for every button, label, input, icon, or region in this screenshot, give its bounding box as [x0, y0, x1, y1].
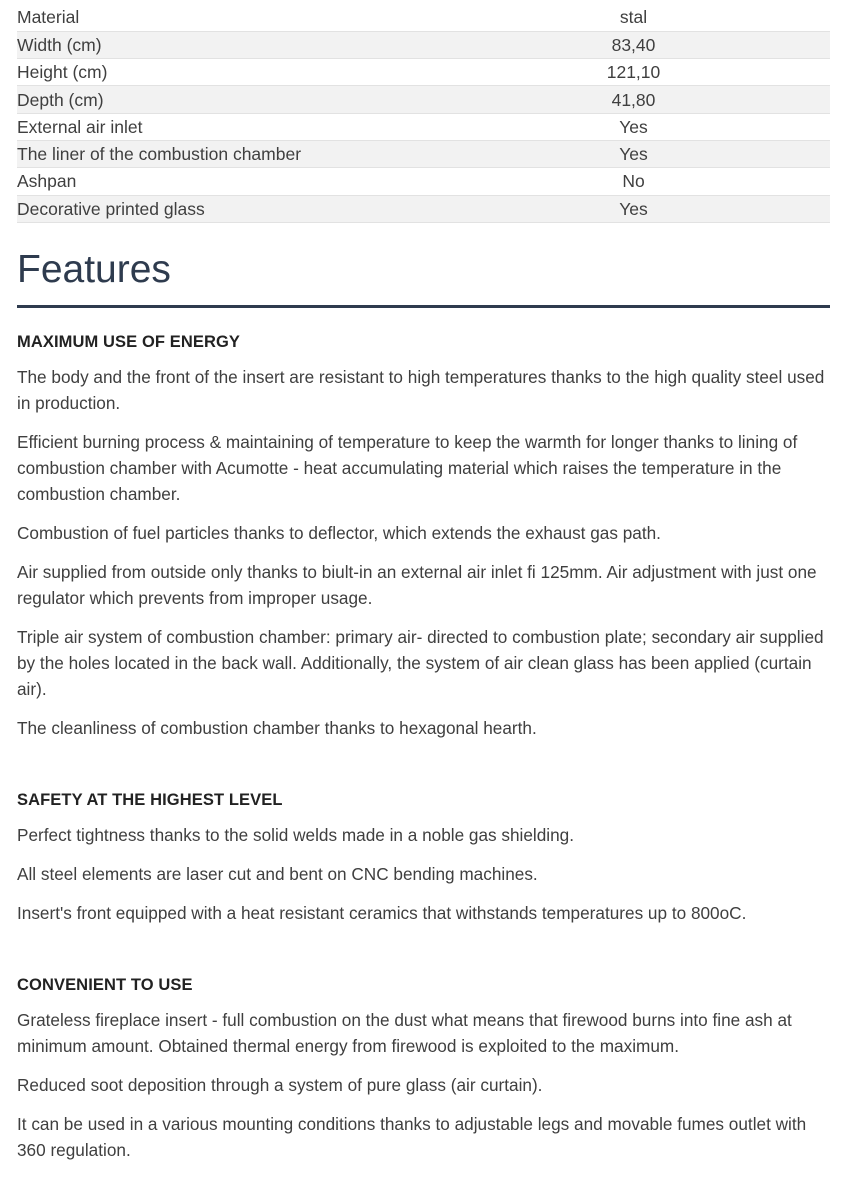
spec-value: 41,80	[437, 86, 830, 113]
table-row	[17, 31, 830, 58]
feature-paragraph: Insert's front equipped with a heat resistant ceramics that withstands temperatures up to 800oC.	[17, 902, 747, 923]
spec-name: Height (cm)	[17, 59, 437, 86]
table-row	[17, 59, 830, 86]
spec-value: 83,40	[437, 31, 830, 58]
feature-paragraph: Triple air system of combustion chamber: primary air- directed to combustion plate; secondary air supplied by the holes located in the back wall. Additionally, the system of air clean glass has been applied (curtain air).	[17, 626, 824, 699]
feature-paragraph: The body and the front of the insert are resistant to high temperatures thanks to the high quality steel used in production.	[17, 366, 825, 413]
spec-value: stal	[437, 4, 830, 31]
specifications-table	[17, 4, 830, 223]
table-row	[17, 140, 830, 167]
table-row	[17, 168, 830, 195]
spec-value: No	[437, 168, 830, 195]
section-heading: CONVENIENT TO USE	[17, 975, 193, 994]
feature-paragraph: Perfect tightness thanks to the solid welds made in a noble gas shielding.	[17, 824, 575, 845]
feature-section-convenience	[17, 975, 830, 1163]
spec-value: 121,10	[437, 59, 830, 86]
table-row	[17, 195, 830, 222]
feature-paragraph: Reduced soot deposition through a system of pure glass (air curtain).	[17, 1074, 543, 1095]
feature-paragraph: The cleanliness of combustion chamber thanks to hexagonal hearth.	[17, 717, 537, 738]
section-heading: MAXIMUM USE OF ENERGY	[17, 332, 241, 351]
feature-paragraph: Air supplied from outside only thanks to biult-in an external air inlet fi 125mm. Air adjustment with just one regulator which prevents from improper usage.	[17, 561, 817, 608]
feature-section-energy	[17, 332, 830, 741]
table-row	[17, 4, 830, 31]
feature-paragraph: It can be used in a various mounting conditions thanks to adjustable legs and movable fumes outlet with 360 regulation.	[17, 1113, 807, 1160]
feature-section-safety	[17, 790, 830, 926]
spec-value: Yes	[437, 195, 830, 222]
table-row	[17, 113, 830, 140]
spec-name: Material	[17, 4, 437, 31]
spec-name: The liner of the combustion chamber	[17, 140, 437, 167]
heading-divider	[17, 305, 830, 308]
feature-paragraph: Grateless fireplace insert - full combustion on the dust what means that firewood burns into fine ash at minimum amount. Obtained thermal energy from firewood is exploited to the maximum.	[17, 1009, 792, 1056]
product-page	[17, 4, 830, 1176]
section-heading: SAFETY AT THE HIGHEST LEVEL	[17, 790, 283, 809]
table-row	[17, 86, 830, 113]
features-heading: Features	[17, 247, 171, 291]
spec-name: Width (cm)	[17, 31, 437, 58]
spec-name: Depth (cm)	[17, 86, 437, 113]
spec-name: Decorative printed glass	[17, 195, 437, 222]
feature-paragraph: Combustion of fuel particles thanks to deflector, which extends the exhaust gas path.	[17, 522, 661, 543]
spec-value: Yes	[437, 140, 830, 167]
spec-name: External air inlet	[17, 113, 437, 140]
spec-name: Ashpan	[17, 168, 437, 195]
feature-paragraph: All steel elements are laser cut and bent on CNC bending machines.	[17, 863, 538, 884]
spec-value: Yes	[437, 113, 830, 140]
feature-paragraph: Efficient burning process & maintaining of temperature to keep the warmth for longer thanks to lining of combustion chamber with Acumotte - heat accumulating material which raises the temperature in the combustion chamber.	[17, 431, 798, 504]
